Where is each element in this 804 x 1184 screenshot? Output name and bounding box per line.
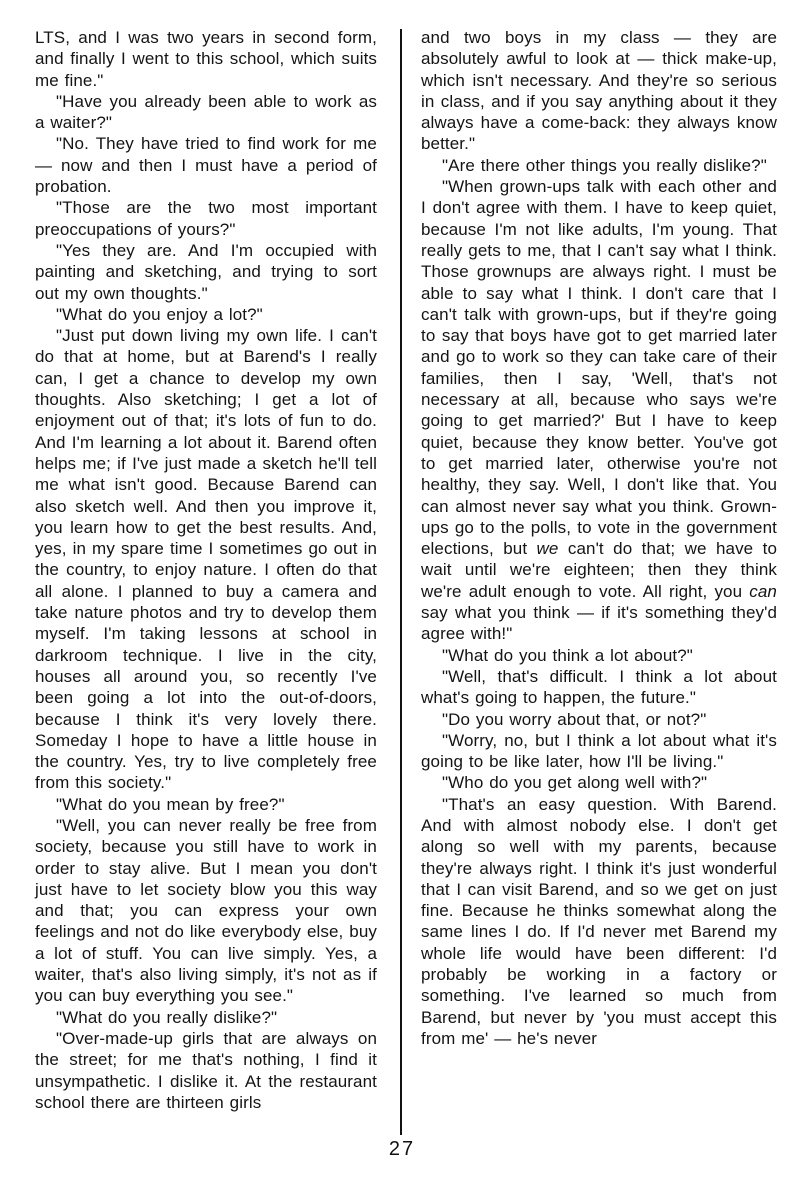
paragraph: "When grown-ups talk with each other and I don't agree with them. I have to keep quiet, because I'm not like adults, I'm young. That really gets to me, that I can't say what I think. Those grownups are always right. I must be able to say what I think. I don't care that I can't talk with grown-ups, but if they're going to say that boys have got to get married later and go to work so they can take care of their families, then I say, 'Well, that's not necessary at all, because who says we're going to get married?' But I have to keep quiet, because they know better. You've got to get married later, otherwise you're not healthy, they say. Well, I don't like that. You can almost never say what you think. Grown-ups go to the polls, to vote in the government elections, but we can't do that; we have to wait until we're eighteen; then they think we're adult enough to vote. All right, you can say what you think — if it's something they'd agree with!" bbox=[421, 177, 777, 644]
paragraph: "What do you really dislike?" bbox=[56, 1007, 278, 1027]
paragraph: "That's an easy question. With Barend. And with almost nobody else. I don't get along so well with my parents, because they're always right. I think it's just wonderful that I can visit Barend, and so we get on just fine. Because he thinks somewhat along the same lines I do. If I'd never met Barend my whole life would have been different: I'd probably be working in a factory or something. I've learned so much from Barend, but never by 'you must accept this from me' — he's never bbox=[421, 794, 777, 1048]
paragraph: and two boys in my class — they are absolutely awful to look at — thick make-up, which isn't necessary. And they're so serious in class, and if you say anything about it they always have a come-back: they always know better." bbox=[421, 28, 777, 154]
paragraph: "Those are the two most important preoccupations of yours?" bbox=[35, 198, 377, 239]
paragraph: "Have you already been able to work as a waiter?" bbox=[35, 91, 377, 133]
paragraph: "Worry, no, but I think a lot about what it's going to be like later, how I'll be living." bbox=[421, 730, 777, 772]
paragraph: "Who do you get along well with?" bbox=[442, 773, 708, 793]
paragraph: "What do you enjoy a lot?" bbox=[56, 304, 263, 324]
paragraph: "Yes they are. And I'm occupied with painting and sketching, and trying to sort out my own thoughts." bbox=[35, 240, 377, 303]
paragraph: "No. They have tried to find work for me — now and then I must have a period of probation. bbox=[35, 134, 377, 197]
paragraph: LTS, and I was two years in second form, and finally I went to this school, which suits me fine." bbox=[35, 28, 377, 90]
paragraph: "What do you think a lot about?" bbox=[442, 645, 693, 665]
paragraph: "Over-made-up girls that are always on the street; for me that's nothing, I find it unsympathetic. I dislike it. At the restaurant school there are thirteen girls bbox=[35, 1028, 377, 1112]
right-column bbox=[421, 27, 777, 1135]
paragraph: "Just put down living my own life. I can't do that at home, but at Barend's I really can, I get a chance to develop my own thoughts. Also sketching; I get a lot of enjoyment out of that; it's lots of fun to do. And I'm learning a lot about it. Barend often helps me; if I've just made a sketch he'll tell me what isn't good. Because Barend can also sketch well. And then you improve it, you learn how to get the best results. And, yes, in my spare time I sometimes go out in the country, to enjoy nature. I often do that all alone. I planned to buy a camera and take nature photos and try to develop them myself. I'm taking lessons at school in darkroom technique. I live in the city, houses all around you, so recently I've been going a lot into the out-of-doors, because I think it's very lovely there. Someday I hope to have a little house in the country. Yes, try to live completely free from this society." bbox=[35, 326, 377, 793]
page-number: 27 bbox=[388, 1138, 416, 1160]
paragraph: "Well, you can never really be free from society, because you still have to work in order to stay alive. But I mean you don't just have to let society blow you this way and that; you can express your own feelings and not do like everybody else, buy a lot of stuff. You can live simply. Yes, a waiter, that's also living simply, it's not as if you can buy everything you see." bbox=[35, 815, 377, 1006]
paragraph: "What do you mean by free?" bbox=[56, 794, 285, 814]
paragraph: "Do you worry about that, or not?" bbox=[442, 709, 707, 729]
left-column bbox=[35, 27, 377, 1135]
column-divider-line bbox=[400, 29, 402, 1135]
paragraph: "Well, that's difficult. I think a lot about what's going to happen, the future." bbox=[421, 666, 777, 708]
paragraph: "Are there other things you really dislike?" bbox=[442, 155, 767, 175]
